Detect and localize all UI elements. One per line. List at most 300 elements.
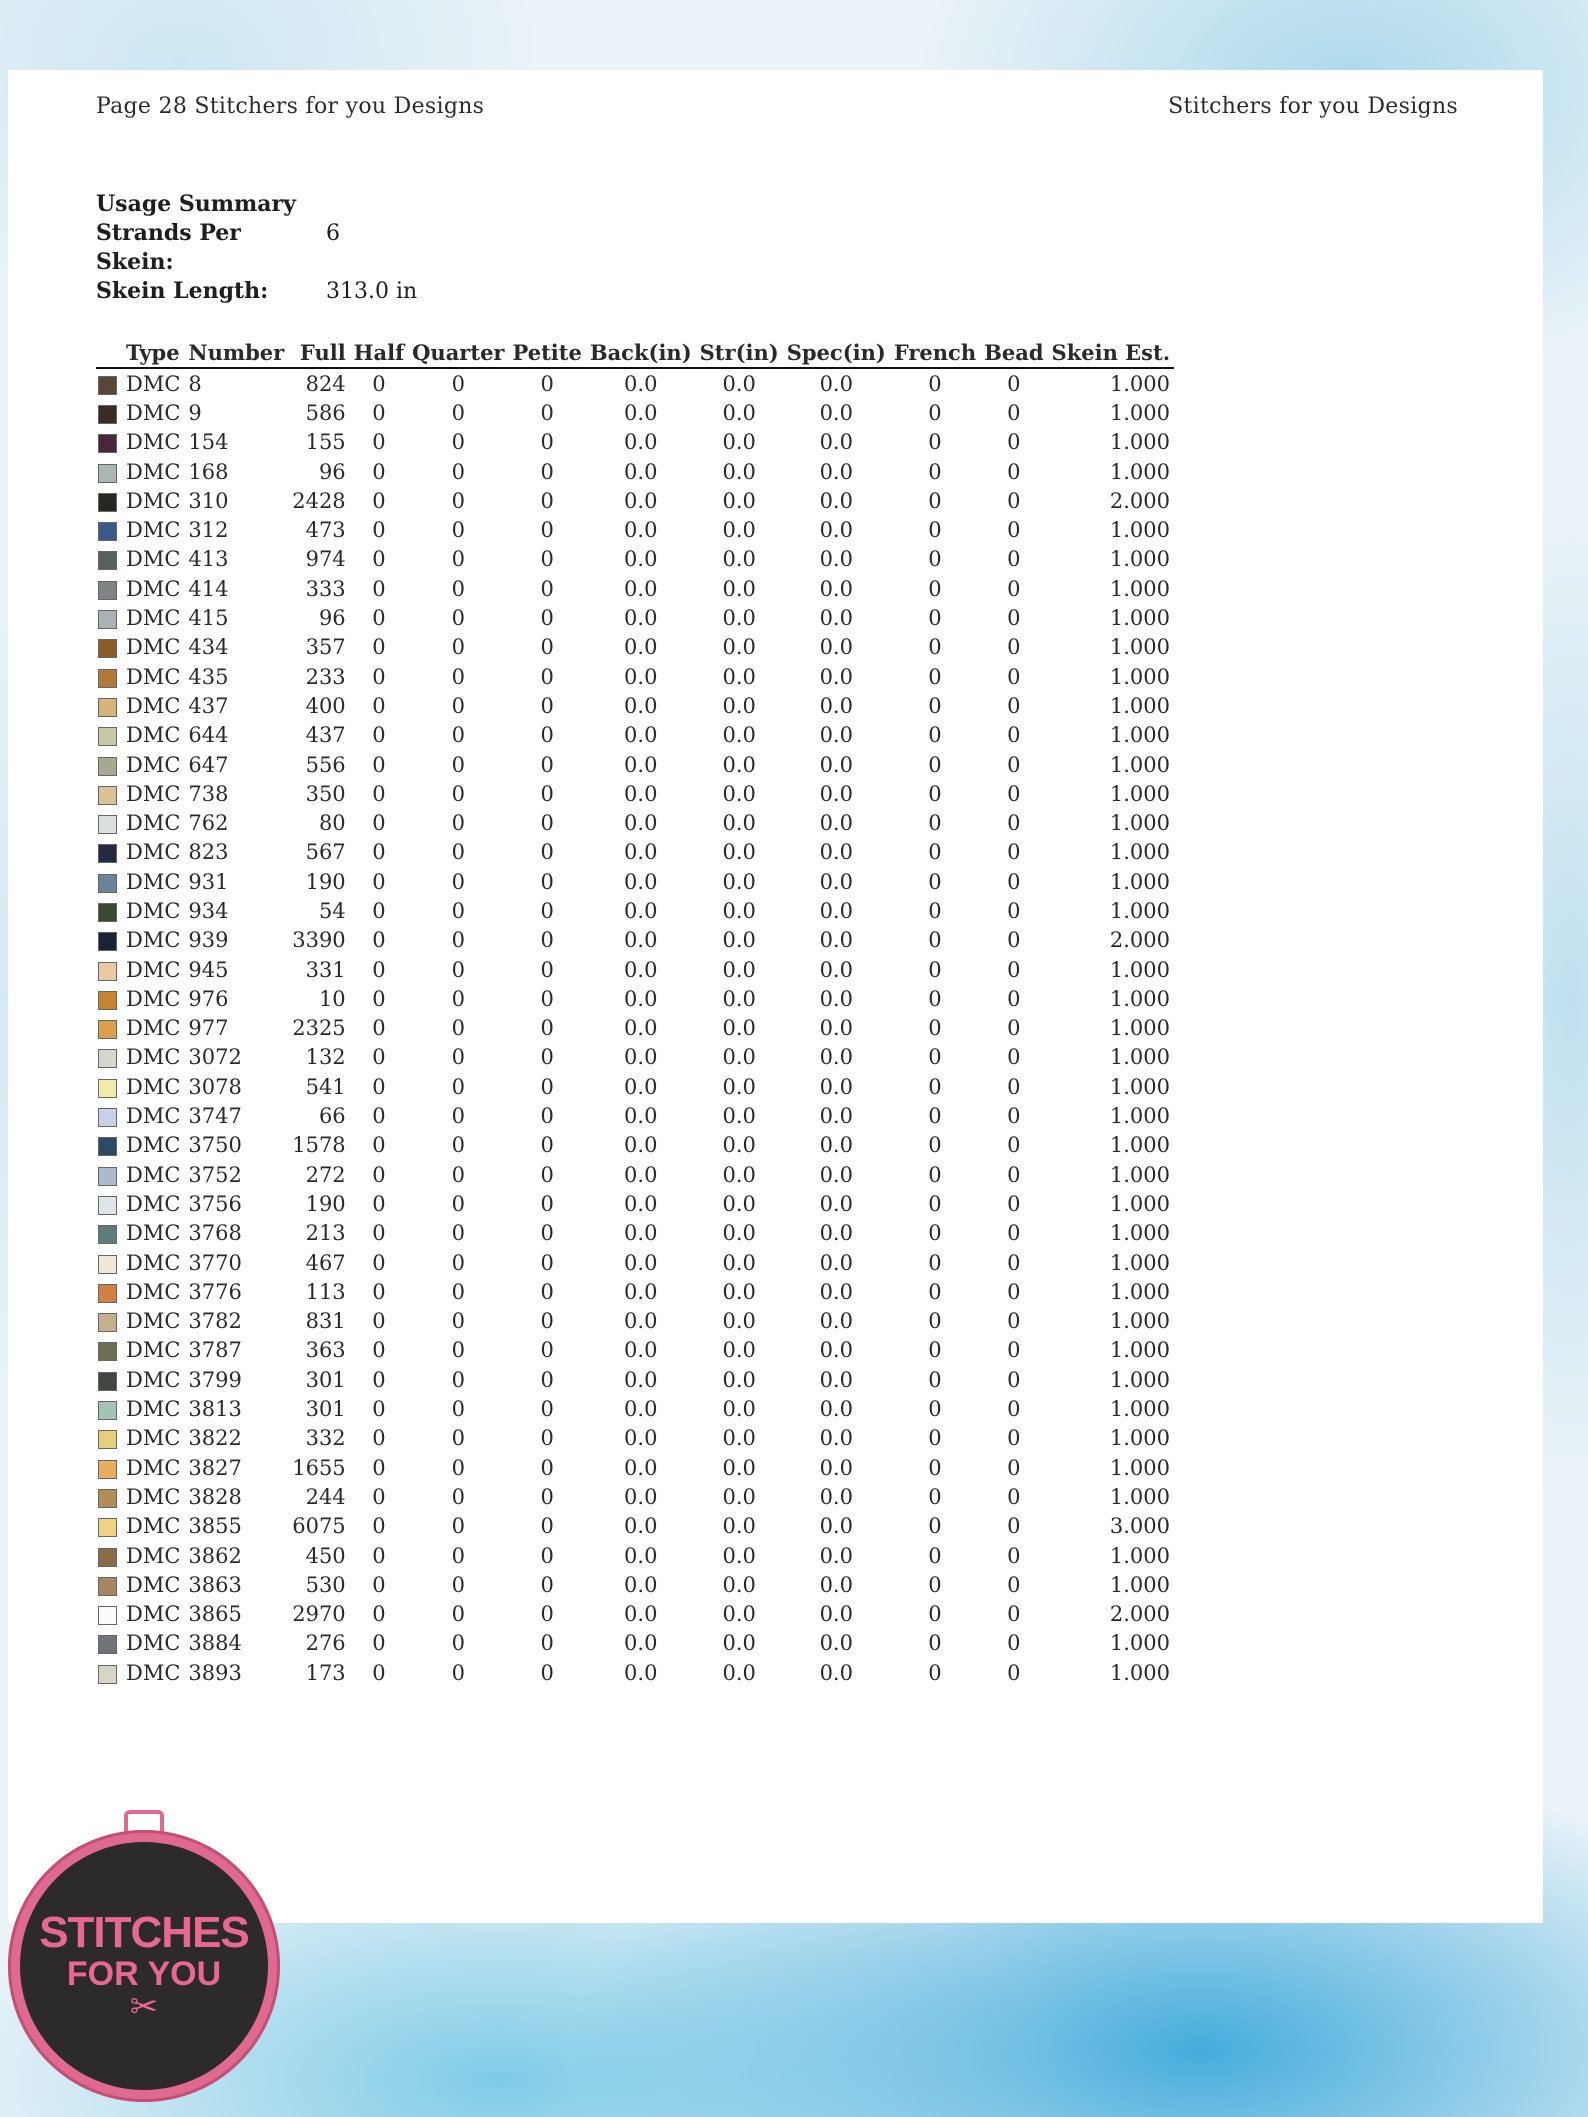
cell-petite: 0: [540, 1074, 554, 1099]
cell-quarter: 0: [451, 635, 465, 660]
cell-number: 3747: [188, 1104, 242, 1129]
cell-spec: 0.0: [819, 1279, 853, 1304]
cell-number: 310: [188, 488, 229, 513]
strands-row: [96, 219, 417, 277]
cell-quarter: 0: [451, 1221, 465, 1246]
color-swatch: [98, 1108, 117, 1127]
color-swatch: [98, 581, 117, 600]
cell-quarter: 0: [451, 1104, 465, 1129]
cell-number: 3822: [188, 1426, 242, 1451]
cell-quarter: 0: [451, 606, 465, 631]
cell-number: 976: [188, 986, 229, 1011]
cell-spec: 0.0: [819, 1104, 853, 1129]
cell-petite: 0: [540, 1162, 554, 1187]
cell-str: 0.0: [722, 1397, 756, 1422]
color-swatch: [98, 551, 117, 570]
cell-petite: 0: [540, 371, 554, 396]
color-swatch: [98, 522, 117, 541]
cell-back: 0.0: [624, 1426, 658, 1451]
cell-petite: 0: [540, 1250, 554, 1275]
cell-number: 154: [188, 430, 229, 455]
cell-number: 3072: [188, 1045, 242, 1070]
cell-spec: 0.0: [819, 547, 853, 572]
usage-summary: [96, 190, 417, 306]
cell-french: 0: [928, 1074, 942, 1099]
cell-french: 0: [928, 1221, 942, 1246]
color-swatch: [98, 1489, 117, 1508]
cell-back: 0.0: [624, 840, 658, 865]
cell-back: 0.0: [624, 1514, 658, 1539]
cell-number: 437: [188, 693, 229, 718]
cell-str: 0.0: [722, 986, 756, 1011]
cell-full: 567: [305, 840, 346, 865]
cell-petite: 0: [540, 781, 554, 806]
cell-back: 0.0: [624, 1191, 658, 1216]
cell-petite: 0: [540, 400, 554, 425]
cell-number: 3787: [188, 1338, 242, 1363]
skein-length-label: Skein Length:: [96, 278, 269, 304]
table-row: [96, 662, 1174, 691]
cell-spec: 0.0: [819, 1338, 853, 1363]
cell-type: DMC: [126, 1338, 181, 1363]
cell-skein-est: 1.000: [1109, 1191, 1171, 1216]
cell-number: 435: [188, 664, 229, 689]
cell-spec: 0.0: [819, 1397, 853, 1422]
cell-number: 945: [188, 957, 229, 982]
cell-full: 155: [305, 430, 346, 455]
table-row: [96, 545, 1174, 574]
cell-french: 0: [928, 1602, 942, 1627]
color-swatch: [98, 1020, 117, 1039]
cell-back: 0.0: [624, 547, 658, 572]
cell-type: DMC: [126, 898, 181, 923]
cell-petite: 0: [540, 1397, 554, 1422]
cell-full: 530: [305, 1572, 346, 1597]
cell-number: 414: [188, 576, 229, 601]
cell-french: 0: [928, 606, 942, 631]
cell-full: 586: [305, 400, 346, 425]
cell-skein-est: 1.000: [1109, 781, 1171, 806]
cell-spec: 0.0: [819, 1074, 853, 1099]
cell-spec: 0.0: [819, 957, 853, 982]
cell-type: DMC: [126, 1074, 181, 1099]
cell-full: 2428: [292, 488, 346, 513]
cell-spec: 0.0: [819, 1162, 853, 1187]
cell-skein-est: 1.000: [1109, 752, 1171, 777]
table-row: [96, 1014, 1174, 1043]
cell-half: 0: [372, 1338, 386, 1363]
cell-quarter: 0: [451, 1016, 465, 1041]
table-row: [96, 1189, 1174, 1218]
cell-full: 831: [305, 1309, 346, 1334]
cell-str: 0.0: [722, 693, 756, 718]
cell-number: 415: [188, 606, 229, 631]
color-swatch: [98, 1372, 117, 1391]
cell-type: DMC: [126, 1162, 181, 1187]
cell-type: DMC: [126, 1221, 181, 1246]
cell-skein-est: 1.000: [1109, 1074, 1171, 1099]
color-swatch: [98, 669, 117, 688]
cell-number: 647: [188, 752, 229, 777]
cell-back: 0.0: [624, 1162, 658, 1187]
cell-full: 276: [305, 1631, 346, 1656]
cell-half: 0: [372, 1484, 386, 1509]
cell-spec: 0.0: [819, 1514, 853, 1539]
table-row: [96, 1570, 1174, 1599]
color-swatch: [98, 639, 117, 658]
cell-half: 0: [372, 811, 386, 836]
cell-bead: 0: [1007, 1104, 1021, 1129]
cell-spec: 0.0: [819, 1484, 853, 1509]
cell-bead: 0: [1007, 1514, 1021, 1539]
cell-half: 0: [372, 1660, 386, 1685]
cell-petite: 0: [540, 1309, 554, 1334]
cell-half: 0: [372, 1397, 386, 1422]
color-swatch: [98, 1548, 117, 1567]
cell-bead: 0: [1007, 781, 1021, 806]
cell-french: 0: [928, 1484, 942, 1509]
cell-french: 0: [928, 1133, 942, 1158]
cell-petite: 0: [540, 811, 554, 836]
cell-number: 939: [188, 928, 229, 953]
cell-back: 0.0: [624, 781, 658, 806]
cell-swatch: [96, 1131, 122, 1160]
cell-quarter: 0: [451, 869, 465, 894]
cell-swatch: [96, 545, 122, 574]
strands-label: Strands Per Skein:: [96, 220, 241, 275]
cell-str: 0.0: [722, 1279, 756, 1304]
cell-petite: 0: [540, 1104, 554, 1129]
cell-swatch: [96, 1424, 122, 1453]
cell-bead: 0: [1007, 1631, 1021, 1656]
cell-type: DMC: [126, 1397, 181, 1422]
cell-back: 0.0: [624, 1338, 658, 1363]
cell-bead: 0: [1007, 1016, 1021, 1041]
cell-back: 0.0: [624, 1250, 658, 1275]
cell-back: 0.0: [624, 957, 658, 982]
cell-bead: 0: [1007, 1191, 1021, 1216]
cell-spec: 0.0: [819, 400, 853, 425]
cell-back: 0.0: [624, 1133, 658, 1158]
cell-back: 0.0: [624, 635, 658, 660]
cell-spec: 0.0: [819, 430, 853, 455]
cell-full: 2970: [292, 1602, 346, 1627]
cell-swatch: [96, 1629, 122, 1658]
cell-skein-est: 1.000: [1109, 1543, 1171, 1568]
cell-str: 0.0: [722, 1572, 756, 1597]
cell-quarter: 0: [451, 1484, 465, 1509]
header-number: Number: [184, 338, 288, 368]
cell-str: 0.0: [722, 400, 756, 425]
cell-quarter: 0: [451, 840, 465, 865]
cell-number: 168: [188, 459, 229, 484]
color-swatch: [98, 903, 117, 922]
cell-quarter: 0: [451, 1250, 465, 1275]
color-swatch: [98, 1167, 117, 1186]
cell-str: 0.0: [722, 1543, 756, 1568]
header-full: Full: [288, 338, 349, 368]
cell-type: DMC: [126, 459, 181, 484]
stitches-for-you-logo: [6, 1810, 286, 2110]
cell-quarter: 0: [451, 1514, 465, 1539]
header-petite: Petite: [509, 338, 586, 368]
color-swatch: [98, 727, 117, 746]
cell-back: 0.0: [624, 371, 658, 396]
cell-swatch: [96, 896, 122, 925]
cell-str: 0.0: [722, 1221, 756, 1246]
color-swatch: [98, 376, 117, 395]
cell-bead: 0: [1007, 400, 1021, 425]
cell-quarter: 0: [451, 1074, 465, 1099]
cell-spec: 0.0: [819, 576, 853, 601]
cell-skein-est: 1.000: [1109, 1016, 1171, 1041]
cell-number: 3884: [188, 1631, 242, 1656]
cell-back: 0.0: [624, 576, 658, 601]
cell-bead: 0: [1007, 635, 1021, 660]
cell-french: 0: [928, 1367, 942, 1392]
cell-full: 301: [305, 1367, 346, 1392]
table-row: [96, 955, 1174, 984]
color-swatch: [98, 464, 117, 483]
cell-full: 213: [305, 1221, 346, 1246]
cell-str: 0.0: [722, 606, 756, 631]
cell-str: 0.0: [722, 430, 756, 455]
color-swatch: [98, 991, 117, 1010]
cell-str: 0.0: [722, 1045, 756, 1070]
skein-length-value: 313.0 in: [326, 279, 418, 304]
table-row: [96, 428, 1174, 457]
cell-bead: 0: [1007, 1338, 1021, 1363]
header-french: French: [890, 338, 980, 368]
cell-skein-est: 1.000: [1109, 1133, 1171, 1158]
cell-str: 0.0: [722, 518, 756, 543]
cell-skein-est: 2.000: [1109, 488, 1171, 513]
cell-type: DMC: [126, 1426, 181, 1451]
cell-number: 9: [188, 400, 202, 425]
cell-petite: 0: [540, 1660, 554, 1685]
cell-skein-est: 1.000: [1109, 1367, 1171, 1392]
cell-type: DMC: [126, 1543, 181, 1568]
cell-str: 0.0: [722, 488, 756, 513]
cell-full: 450: [305, 1543, 346, 1568]
cell-french: 0: [928, 1016, 942, 1041]
cell-petite: 0: [540, 869, 554, 894]
cell-str: 0.0: [722, 1602, 756, 1627]
cell-french: 0: [928, 1426, 942, 1451]
cell-spec: 0.0: [819, 1191, 853, 1216]
cell-spec: 0.0: [819, 898, 853, 923]
cell-swatch: [96, 633, 122, 662]
table-row: [96, 1307, 1174, 1336]
cell-petite: 0: [540, 1191, 554, 1216]
cell-spec: 0.0: [819, 1631, 853, 1656]
color-swatch: [98, 1137, 117, 1156]
cell-skein-est: 1.000: [1109, 1250, 1171, 1275]
cell-quarter: 0: [451, 1162, 465, 1187]
cell-str: 0.0: [722, 371, 756, 396]
cell-spec: 0.0: [819, 1367, 853, 1392]
cell-quarter: 0: [451, 1660, 465, 1685]
cell-type: DMC: [126, 488, 181, 513]
cell-quarter: 0: [451, 1133, 465, 1158]
cell-quarter: 0: [451, 400, 465, 425]
cell-half: 0: [372, 1279, 386, 1304]
cell-half: 0: [372, 1016, 386, 1041]
table-row: [96, 368, 1174, 398]
table-row: [96, 515, 1174, 544]
cell-full: 66: [318, 1104, 346, 1129]
cell-type: DMC: [126, 957, 181, 982]
cell-str: 0.0: [722, 459, 756, 484]
cell-type: DMC: [126, 606, 181, 631]
cell-swatch: [96, 1219, 122, 1248]
color-swatch: [98, 610, 117, 629]
table-row: [96, 1512, 1174, 1541]
cell-half: 0: [372, 693, 386, 718]
cell-french: 0: [928, 840, 942, 865]
cell-back: 0.0: [624, 1660, 658, 1685]
cell-half: 0: [372, 400, 386, 425]
table-row: [96, 1541, 1174, 1570]
cell-str: 0.0: [722, 840, 756, 865]
cell-petite: 0: [540, 928, 554, 953]
cell-half: 0: [372, 1104, 386, 1129]
cell-skein-est: 1.000: [1109, 576, 1171, 601]
cell-french: 0: [928, 430, 942, 455]
header-swatch: [96, 338, 122, 368]
cell-skein-est: 1.000: [1109, 606, 1171, 631]
cell-full: 190: [305, 1191, 346, 1216]
cell-bead: 0: [1007, 1397, 1021, 1422]
cell-type: DMC: [126, 1602, 181, 1627]
cell-petite: 0: [540, 898, 554, 923]
color-swatch: [98, 1342, 117, 1361]
color-swatch: [98, 1518, 117, 1537]
cell-petite: 0: [540, 1602, 554, 1627]
cell-quarter: 0: [451, 781, 465, 806]
cell-back: 0.0: [624, 1631, 658, 1656]
cell-swatch: [96, 838, 122, 867]
cell-french: 0: [928, 1543, 942, 1568]
cell-full: 96: [318, 459, 346, 484]
cell-bead: 0: [1007, 606, 1021, 631]
cell-swatch: [96, 1512, 122, 1541]
cell-petite: 0: [540, 1484, 554, 1509]
cell-half: 0: [372, 459, 386, 484]
cell-swatch: [96, 398, 122, 427]
cell-half: 0: [372, 518, 386, 543]
strands-value: 6: [326, 221, 340, 246]
cell-spec: 0.0: [819, 840, 853, 865]
cell-type: DMC: [126, 1309, 181, 1334]
cell-number: 3752: [188, 1162, 242, 1187]
cell-type: DMC: [126, 400, 181, 425]
cell-skein-est: 1.000: [1109, 1104, 1171, 1129]
table-row: [96, 1424, 1174, 1453]
cell-quarter: 0: [451, 957, 465, 982]
cell-spec: 0.0: [819, 1602, 853, 1627]
cell-spec: 0.0: [819, 869, 853, 894]
cell-type: DMC: [126, 1279, 181, 1304]
cell-full: 6075: [292, 1514, 346, 1539]
cell-bead: 0: [1007, 1484, 1021, 1509]
cell-back: 0.0: [624, 723, 658, 748]
cell-back: 0.0: [624, 1572, 658, 1597]
cell-half: 0: [372, 1045, 386, 1070]
cell-str: 0.0: [722, 928, 756, 953]
table-row: [96, 1131, 1174, 1160]
usage-summary-title: Usage Summary: [96, 191, 296, 217]
cell-full: 2325: [292, 1016, 346, 1041]
cell-skein-est: 1.000: [1109, 664, 1171, 689]
cell-bead: 0: [1007, 371, 1021, 396]
table-row: [96, 1277, 1174, 1306]
cell-full: 400: [305, 693, 346, 718]
table-row: [96, 1043, 1174, 1072]
cell-back: 0.0: [624, 928, 658, 953]
cell-petite: 0: [540, 547, 554, 572]
cell-quarter: 0: [451, 1338, 465, 1363]
cell-petite: 0: [540, 518, 554, 543]
cell-swatch: [96, 603, 122, 632]
cell-back: 0.0: [624, 459, 658, 484]
cell-number: 644: [188, 723, 229, 748]
cell-spec: 0.0: [819, 459, 853, 484]
cell-half: 0: [372, 606, 386, 631]
cell-str: 0.0: [722, 1162, 756, 1187]
header-half: Half: [350, 338, 408, 368]
page-header-right: Stitchers for you Designs: [1168, 94, 1458, 119]
cell-str: 0.0: [722, 1484, 756, 1509]
cell-bead: 0: [1007, 1074, 1021, 1099]
cell-str: 0.0: [722, 1338, 756, 1363]
cell-full: 233: [305, 664, 346, 689]
table-row: [96, 1394, 1174, 1423]
cell-swatch: [96, 1336, 122, 1365]
cell-bead: 0: [1007, 898, 1021, 923]
cell-swatch: [96, 1043, 122, 1072]
table-row: [96, 1599, 1174, 1628]
table-row: [96, 457, 1174, 486]
cell-full: 80: [318, 811, 346, 836]
cell-full: 10: [318, 986, 346, 1011]
cell-skein-est: 1.000: [1109, 1660, 1171, 1685]
cell-french: 0: [928, 986, 942, 1011]
color-swatch: [98, 1225, 117, 1244]
cell-spec: 0.0: [819, 664, 853, 689]
cell-back: 0.0: [624, 1045, 658, 1070]
cell-swatch: [96, 1453, 122, 1482]
cell-petite: 0: [540, 1543, 554, 1568]
cell-petite: 0: [540, 957, 554, 982]
cell-bead: 0: [1007, 1455, 1021, 1480]
cell-quarter: 0: [451, 1602, 465, 1627]
cell-swatch: [96, 1101, 122, 1130]
cell-type: DMC: [126, 928, 181, 953]
cell-french: 0: [928, 1631, 942, 1656]
cell-skein-est: 1.000: [1109, 898, 1171, 923]
table-row: [96, 808, 1174, 837]
cell-back: 0.0: [624, 1016, 658, 1041]
cell-swatch: [96, 1658, 122, 1687]
cell-swatch: [96, 1599, 122, 1628]
cell-swatch: [96, 926, 122, 955]
cell-full: 1578: [292, 1133, 346, 1158]
cell-french: 0: [928, 1572, 942, 1597]
cell-swatch: [96, 867, 122, 896]
cell-petite: 0: [540, 1016, 554, 1041]
cell-number: 3770: [188, 1250, 242, 1275]
